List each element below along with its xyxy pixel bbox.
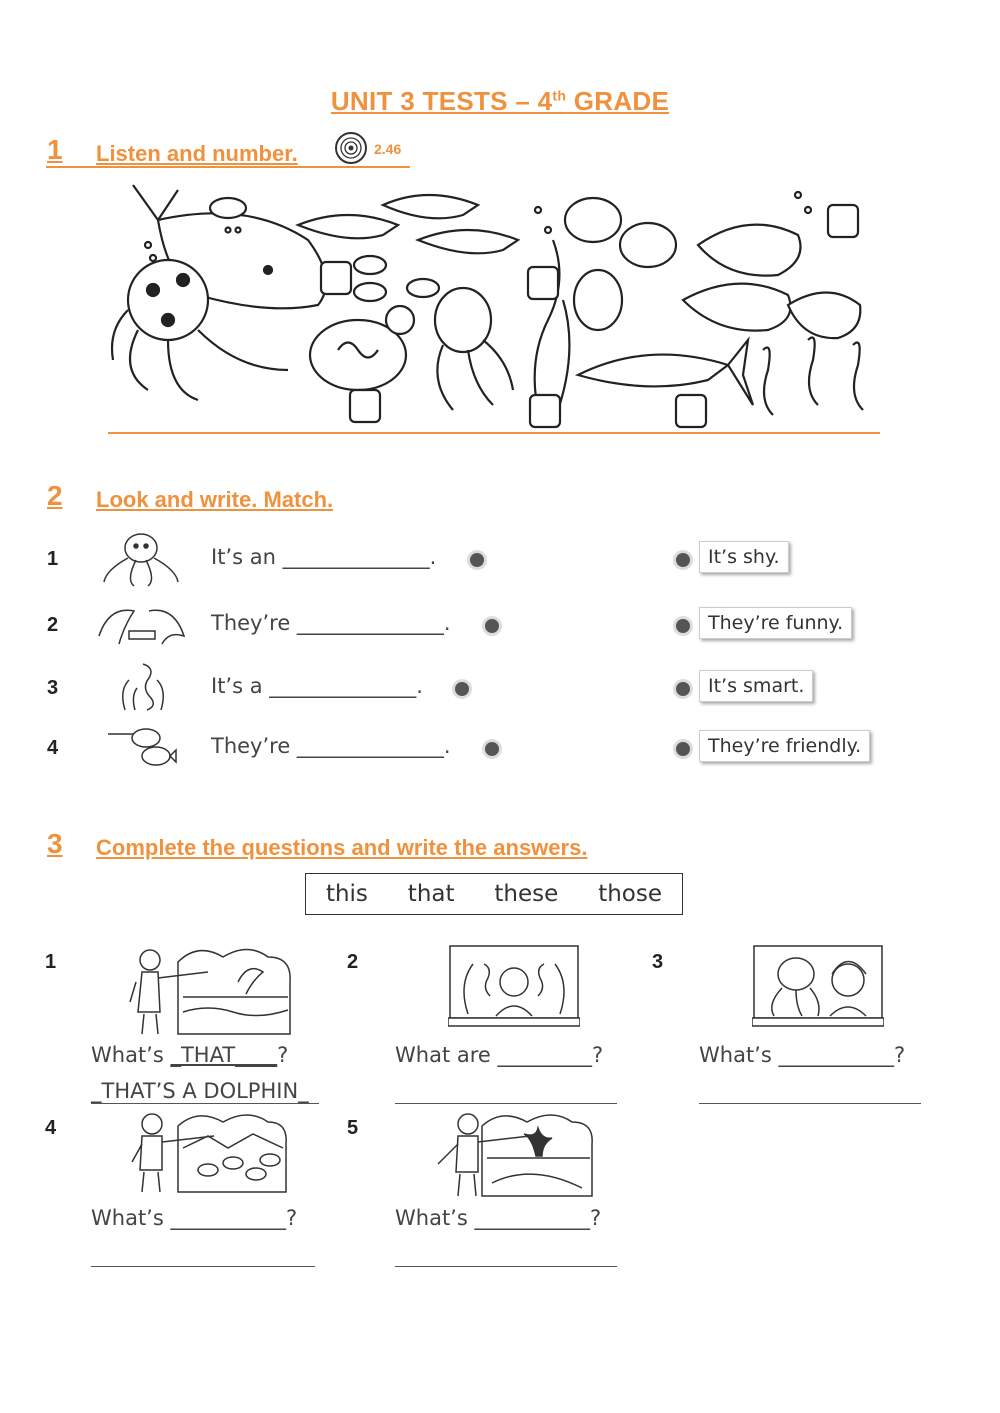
boy-turtles-picture	[128, 1108, 292, 1194]
fish	[354, 283, 386, 301]
shark	[418, 230, 518, 253]
match-sentence[interactable]: It’s a ______________.	[211, 674, 423, 698]
whale-right	[698, 225, 801, 276]
match-dot-left[interactable]	[485, 619, 499, 633]
answer-line[interactable]	[395, 1266, 617, 1267]
girl-octopus-picture	[752, 944, 884, 1028]
match-sentence[interactable]: They’re ______________.	[211, 611, 451, 635]
item-number: 5	[347, 1117, 359, 1139]
answer-card[interactable]: They’re funny.	[699, 607, 852, 639]
match-dot-right[interactable]	[676, 553, 690, 567]
word-bank-item: those	[598, 881, 662, 907]
answer-card[interactable]: It’s smart.	[699, 670, 813, 702]
question-text: What are _________?	[395, 1043, 604, 1067]
item-number: 4	[47, 737, 59, 759]
answer-line[interactable]	[699, 1103, 921, 1104]
item-number: 1	[47, 548, 59, 570]
question-blank[interactable]: _THAT____	[170, 1043, 278, 1067]
match-sentence[interactable]: It’s an ______________.	[211, 545, 437, 569]
answer-line[interactable]	[395, 1103, 617, 1104]
question-text: What’s ___________?	[699, 1043, 906, 1067]
shark	[298, 215, 398, 238]
boy-seahorses-picture	[448, 944, 580, 1028]
match-dot-left[interactable]	[470, 553, 484, 567]
word-bank-item: these	[494, 881, 559, 907]
question-text: What’s _THAT____?	[91, 1043, 289, 1067]
dolphins-picture	[94, 596, 188, 652]
answer-line[interactable]	[91, 1103, 319, 1104]
section1-title: Listen and number.	[96, 141, 298, 166]
seahorse	[808, 338, 818, 406]
seaweed	[535, 240, 570, 410]
item-number: 3	[652, 951, 664, 973]
match-dot-right[interactable]	[676, 682, 690, 696]
item-number: 1	[45, 951, 57, 973]
word-bank-item: this	[325, 881, 368, 907]
match-dot-right[interactable]	[676, 619, 690, 633]
question-text: What’s ___________?	[91, 1206, 298, 1230]
fish	[354, 256, 386, 274]
match-dot-left[interactable]	[455, 682, 469, 696]
question-blank[interactable]: ___________	[778, 1043, 894, 1067]
item-number: 2	[347, 951, 359, 973]
number-box	[676, 395, 706, 427]
answer-text[interactable]: _THAT’S A DOLPHIN_	[91, 1079, 309, 1103]
match-dot-right[interactable]	[676, 742, 690, 756]
question-blank[interactable]: _________	[497, 1043, 592, 1067]
girl-whale-picture	[432, 1108, 596, 1198]
item-number: 2	[47, 614, 59, 636]
match-sentence[interactable]: They’re ______________.	[211, 734, 451, 758]
word-bank-item: that	[407, 881, 455, 907]
answer-line[interactable]	[91, 1266, 315, 1267]
number-box	[828, 205, 858, 237]
word-bank	[305, 873, 683, 915]
octopus-picture	[96, 530, 186, 588]
answer-card[interactable]: They’re friendly.	[699, 730, 870, 762]
turtle	[620, 223, 676, 267]
octopus-left	[128, 260, 208, 340]
girl-pointing-dolphin-picture	[128, 942, 292, 1036]
answer-card[interactable]: It’s shy.	[699, 541, 789, 573]
section1-number: 1	[47, 134, 63, 165]
item-number: 4	[45, 1117, 57, 1139]
question-text: What’s ___________?	[395, 1206, 602, 1230]
seahorse	[853, 343, 863, 411]
seahorse-picture	[115, 660, 171, 712]
scene-bottom-line	[108, 432, 880, 434]
match-dot-left[interactable]	[485, 742, 499, 756]
section1-underline	[46, 166, 410, 168]
track-number: 2.46	[374, 141, 402, 157]
number-box	[528, 267, 558, 299]
fish	[210, 198, 246, 218]
number-box	[321, 262, 351, 294]
turtle	[565, 198, 621, 242]
section3-number: 3	[47, 828, 63, 859]
shark	[383, 195, 478, 218]
shark	[578, 355, 728, 387]
seahorse	[763, 348, 773, 416]
section2-title: Look and write. Match.	[96, 487, 334, 512]
question-blank[interactable]: ___________	[170, 1206, 286, 1230]
cd-icon	[334, 131, 368, 165]
octopus-right	[574, 270, 622, 330]
worksheet-title: UNIT 3 TESTS – 4th GRADE	[330, 86, 670, 116]
section3-title: Complete the questions and write the answers.	[96, 835, 588, 860]
fish	[407, 279, 439, 297]
number-box	[350, 390, 380, 422]
section2-number: 2	[47, 480, 63, 511]
item-number: 3	[47, 677, 59, 699]
octopus-middle	[435, 288, 491, 352]
number-box	[530, 395, 560, 427]
whale-right	[788, 293, 860, 339]
question-blank[interactable]: ___________	[474, 1206, 590, 1230]
sea-animals-illustration	[108, 180, 880, 432]
whale-right	[683, 284, 791, 331]
fish-picture	[106, 720, 178, 772]
